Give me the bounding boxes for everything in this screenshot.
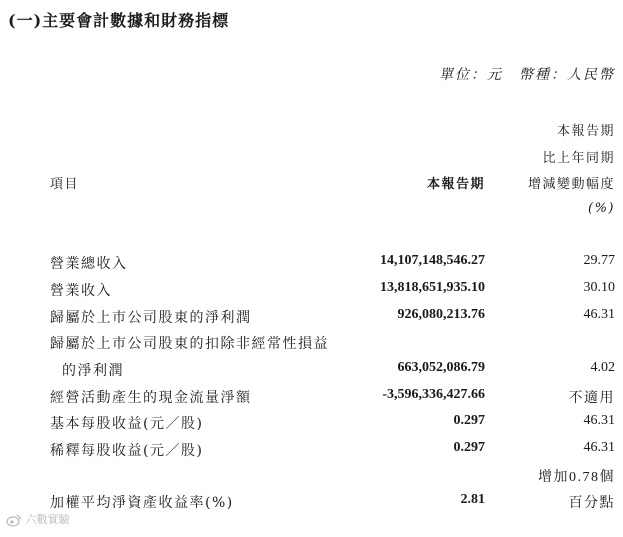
row-value-net-profit: 926,080,213.76 (397, 307, 485, 322)
row-change-weighted-roe-line-1: 增加0.78個 (538, 470, 615, 485)
row-label-net-profit: 歸屬於上市公司股東的淨利潤 (50, 310, 252, 326)
row-value-weighted-roe: 2.81 (460, 492, 485, 507)
column-header-current-period: 本報告期 (426, 177, 485, 192)
row-value-total-revenue: 14,107,148,546.27 (380, 253, 485, 268)
row-label-net-profit-excl-nonrecurring-line-1: 歸屬於上市公司股東的扣除非經常性損益 (50, 336, 329, 352)
weibo-icon (6, 513, 26, 526)
column-header-item: 項目 (50, 177, 80, 192)
column-header-change-unit: (%) (588, 201, 615, 216)
row-value-net-profit-excl-nonrecurring: 663,052,086.79 (397, 360, 485, 375)
row-change-basic-eps: 46.31 (583, 413, 615, 428)
row-change-operating-cash-flow: 不適用 (568, 391, 615, 406)
row-label-net-profit-excl-nonrecurring-line-2: 的淨利潤 (62, 363, 124, 379)
watermark-text: 六數實驗 (25, 513, 70, 526)
column-header-change-line-1: 本報告期 (556, 124, 615, 139)
column-header-change-line-2: 比上年同期 (542, 151, 615, 166)
row-label-basic-eps: 基本每股收益(元／股) (50, 416, 204, 432)
row-change-revenue: 30.10 (583, 280, 615, 295)
unit-currency-note: 單位：元 幣種：人民幣 (439, 67, 615, 83)
row-value-revenue: 13,818,651,935.10 (380, 280, 485, 295)
row-label-total-revenue: 營業總收入 (50, 256, 128, 272)
row-change-diluted-eps: 46.31 (583, 440, 615, 455)
row-label-weighted-roe: 加權平均淨資產收益率(%) (50, 495, 234, 511)
column-header-change-line-3: 增減變動幅度 (527, 177, 615, 192)
row-label-diluted-eps: 稀釋每股收益(元／股) (50, 443, 204, 459)
row-change-net-profit-excl-nonrecurring: 4.02 (590, 360, 615, 375)
row-change-total-revenue: 29.77 (583, 253, 615, 268)
row-value-basic-eps: 0.297 (453, 413, 485, 428)
row-label-revenue: 營業收入 (50, 283, 112, 299)
row-value-operating-cash-flow: -3,596,336,427.66 (382, 387, 485, 402)
watermark (6, 511, 70, 527)
section-heading: (一)主要會計數據和財務指標 (8, 11, 230, 30)
row-value-diluted-eps: 0.297 (453, 440, 485, 455)
row-change-weighted-roe-line-2: 百分點 (568, 496, 615, 511)
row-label-operating-cash-flow: 經營活動產生的現金流量淨額 (50, 390, 252, 406)
row-change-net-profit: 46.31 (583, 307, 615, 322)
